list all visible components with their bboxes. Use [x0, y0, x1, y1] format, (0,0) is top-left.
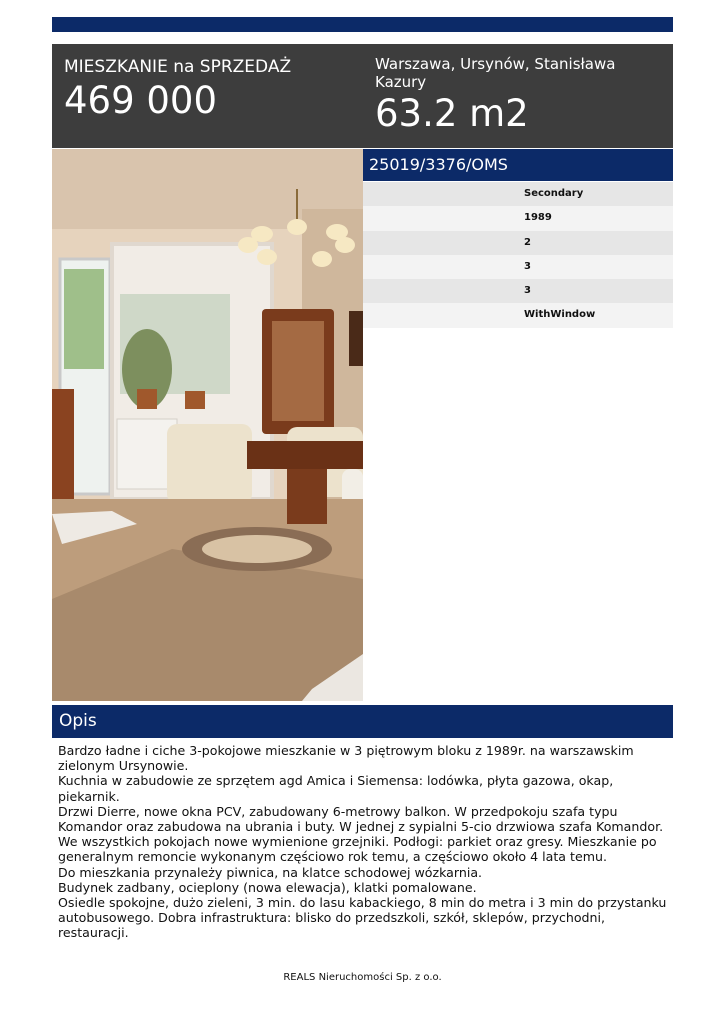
header-left	[64, 56, 291, 122]
detail-row: 3	[363, 279, 673, 303]
reference-number: 25019/3376/OMS	[363, 149, 673, 181]
listing-address: Warszawa, Ursynów, Stanisława Kazury	[375, 55, 616, 91]
description-paragraph: Bardzo ładne i ciche 3-pokojowe mieszkanie w 3 piętrowym bloku z 1989r. na warszawskim zielonym Ursynowie.	[58, 743, 634, 774]
property-photo	[52, 149, 363, 701]
listing-type: MIESZKANIE na SPRZEDAŻ	[64, 57, 292, 77]
detail-row: 1989	[363, 206, 673, 230]
description-paragraph: Drzwi Dierre, nowe okna PCV, zabudowany 6-metrowy balkon. W przedpokoju szafa typu Komandor oraz zabudowa na ubrania i buty. W jednej z sypialni 5-cio drzwiowa szafa Komandor.	[58, 803, 664, 835]
top-accent-bar	[52, 17, 673, 32]
detail-row: Secondary	[363, 182, 673, 206]
detail-row: 3	[363, 255, 673, 279]
listing-price: 469 000	[64, 79, 218, 122]
listing-header	[52, 44, 673, 148]
header-right	[375, 55, 665, 135]
description-heading: Opis	[52, 705, 673, 738]
description-paragraph: We wszystkich pokojach nowe wymienione grzejniki. Podłogi: parkiet oraz gresy. Mieszkanie po generalnym remoncie wykonanym częściowo rok temu, a częściowo około 4 lata temu.	[58, 834, 657, 865]
description-paragraph: Budynek zadbany, ocieplony (nowa elewacja), klatki pomalowane.	[58, 879, 477, 895]
description-paragraph: Do mieszkania przynależy piwnica, na klatce schodowej wózkarnia.	[58, 864, 483, 880]
footer-company: REALS Nieruchomości Sp. z o.o.	[283, 972, 442, 983]
details-table	[363, 182, 673, 328]
description-paragraph: Kuchnia w zabudowie ze sprzętem agd Amica i Siemensa: lodówka, płyta gazowa, okap, piekarnik.	[58, 773, 614, 804]
description-paragraph: Osiedle spokojne, dużo zieleni, 3 min. do lasu kabackiego, 8 min do metra i 3 min do przystanku autobusowego. Dobra infrastruktura: blisko do przedszkoli, szkół, sklepów, przychodni, restauracji.	[58, 895, 667, 941]
detail-row: WithWindow	[363, 303, 673, 327]
detail-row: 2	[363, 231, 673, 255]
description-body	[58, 743, 668, 941]
listing-area: 63.2 m2	[375, 92, 529, 135]
